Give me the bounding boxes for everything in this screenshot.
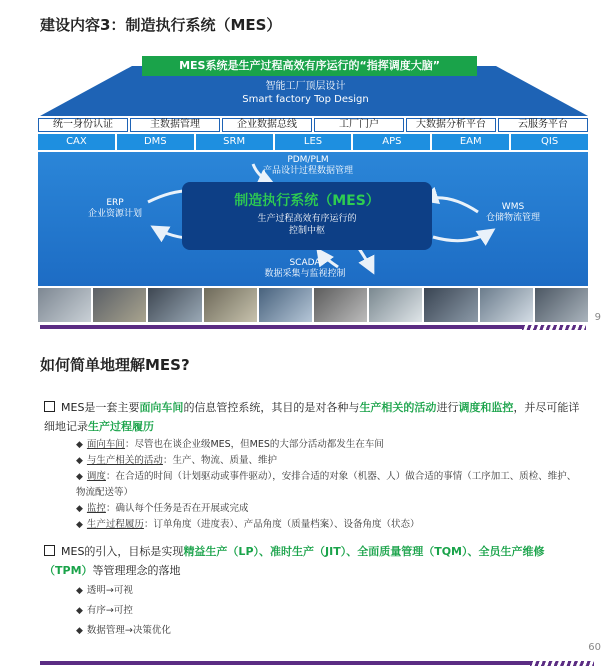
module-item: 工厂门户 — [314, 118, 404, 132]
point-mes-definition — [44, 398, 584, 436]
factory-photo — [148, 288, 201, 322]
list-item — [76, 581, 584, 601]
highlight-run: 生产过程履历 — [88, 420, 154, 433]
slide-mes-architecture — [0, 0, 611, 330]
slide2-page-number: 60 — [588, 642, 601, 653]
text-run: MES是一套主要 — [61, 401, 140, 414]
module-item: 大数据分析平台 — [406, 118, 496, 132]
factory-photo — [259, 288, 312, 322]
highlight-run: 生产相关的活动 — [359, 401, 437, 414]
term-desc: ：生产、物流、质量、维护 — [162, 455, 277, 466]
term-desc: ：尽管也在谈企业级MES，但MES的大部分活动都发生在车间 — [124, 439, 384, 450]
module-item: 统一身份认证 — [38, 118, 128, 132]
slide1-footer-hatch — [522, 325, 586, 330]
mes-core-desc — [182, 213, 432, 237]
highlight-run: 精益生产（LP）、准时生产（JIT）、全面质量管理（TQM）、全员生产维修（TPM） — [44, 545, 545, 577]
term: 面向车间 — [86, 439, 125, 450]
diamond-bullet-icon: ◆ — [76, 586, 83, 596]
goal-item: 透明→可视 — [86, 585, 133, 596]
top-design-label — [0, 80, 611, 106]
term: 与生产相关的活动 — [86, 455, 163, 466]
system-row — [38, 134, 588, 150]
sub-list-definition — [76, 437, 584, 533]
text-run: ，并尽可能详细地记录 — [44, 401, 580, 433]
diamond-bullet-icon: ◆ — [76, 472, 83, 482]
diamond-bullet-icon: ◆ — [76, 606, 83, 616]
mes-core-desc-line1: 生产过程高效有序运行的 — [257, 214, 357, 224]
sub-list-goal — [76, 581, 584, 641]
factory-photo — [93, 288, 146, 322]
pdm-title: PDM/PLM — [287, 155, 329, 165]
diamond-bullet-icon: ◆ — [76, 504, 83, 514]
term-desc: ：确认每个任务是否在开展或完成 — [105, 503, 249, 514]
system-item: LES — [275, 134, 352, 150]
factory-photo — [535, 288, 588, 322]
term-desc: ：在合适的时间（计划驱动或事件驱动），安排合适的对象（机器、人）做合适的事情（工序加工、质检、维护、物流配送等） — [76, 471, 577, 498]
diamond-bullet-icon: ◆ — [76, 520, 83, 530]
erp-node — [70, 198, 160, 220]
system-item: DMS — [117, 134, 194, 150]
list-item — [76, 469, 584, 501]
diamond-bullet-icon: ◆ — [76, 456, 83, 466]
top-design-en: Smart factory Top Design — [242, 94, 369, 105]
goal-item: 数据管理→决策优化 — [86, 625, 171, 636]
scada-desc: 数据采集与监视控制 — [264, 269, 346, 279]
mes-to-wms-arrow — [433, 230, 493, 241]
factory-photo — [369, 288, 422, 322]
factory-photo — [480, 288, 533, 322]
erp-title: ERP — [106, 198, 124, 208]
factory-photo — [314, 288, 367, 322]
mes-slogan-banner: MES系统是生产过程高效有序运行的“指挥调度大脑” — [142, 56, 477, 76]
slide2-title: 如何简单地理解MES? — [40, 356, 190, 374]
factory-photo — [424, 288, 477, 322]
term: 调度 — [86, 471, 106, 482]
highlight-run: 面向车间 — [139, 401, 184, 414]
text-run: 的信息管控系统，其目的是对各种与 — [183, 401, 360, 414]
platform-modules — [38, 118, 588, 132]
term-desc: ：订单角度（进度表）、产品角度（质量档案）、设备角度（状态） — [143, 519, 420, 530]
list-item — [76, 501, 584, 517]
term: 监控 — [86, 503, 106, 514]
factory-photo — [204, 288, 257, 322]
list-item — [76, 621, 584, 641]
diamond-bullet-icon: ◆ — [76, 626, 83, 636]
system-item: APS — [353, 134, 430, 150]
wms-title: WMS — [501, 202, 525, 212]
scada-node — [240, 258, 370, 280]
point-mes-goal — [44, 542, 584, 580]
system-item: QIS — [511, 134, 588, 150]
module-item: 云服务平台 — [498, 118, 588, 132]
term: 生产过程履历 — [86, 519, 144, 530]
list-item — [76, 517, 584, 533]
slide-understand-mes — [0, 336, 611, 672]
erp-desc: 企业资源计划 — [87, 209, 142, 219]
diamond-bullet-icon: ◆ — [76, 440, 83, 450]
system-item: EAM — [432, 134, 509, 150]
text-run: 等管理理念的落地 — [92, 564, 181, 577]
list-item — [76, 437, 584, 453]
pdm-node — [258, 155, 358, 177]
scada-title: SCADA — [289, 258, 321, 268]
checkbox-bullet-icon — [44, 401, 55, 412]
module-item: 企业数据总线 — [222, 118, 312, 132]
slide1-title: 建设内容3：制造执行系统（MES） — [40, 16, 282, 34]
slide1-page-number: 9 — [594, 312, 601, 323]
slide1-footer-bar — [40, 325, 530, 329]
pdm-desc: 产品设计过程数据管理 — [262, 166, 353, 176]
text-run: MES的引入，目标是实现 — [61, 545, 184, 558]
factory-photo — [38, 288, 91, 322]
wms-desc: 仓储物流管理 — [485, 213, 540, 223]
module-item: 主数据管理 — [130, 118, 220, 132]
highlight-run: 调度和监控 — [458, 401, 514, 414]
goal-item: 有序→可控 — [86, 605, 133, 616]
list-item — [76, 453, 584, 469]
text-run: 进行 — [436, 401, 459, 414]
factory-photo-strip — [38, 288, 588, 322]
slide2-footer-hatch — [530, 661, 594, 666]
checkbox-bullet-icon — [44, 545, 55, 556]
slide2-footer-bar — [40, 661, 530, 665]
system-item: SRM — [196, 134, 273, 150]
top-design-cn: 智能工厂顶层设计 — [265, 81, 346, 92]
list-item — [76, 601, 584, 621]
system-item: CAX — [38, 134, 115, 150]
mes-core-title: 制造执行系统（MES） — [234, 193, 380, 209]
mes-core-desc-line2: 控制中枢 — [288, 226, 325, 236]
wms-node — [468, 202, 558, 224]
